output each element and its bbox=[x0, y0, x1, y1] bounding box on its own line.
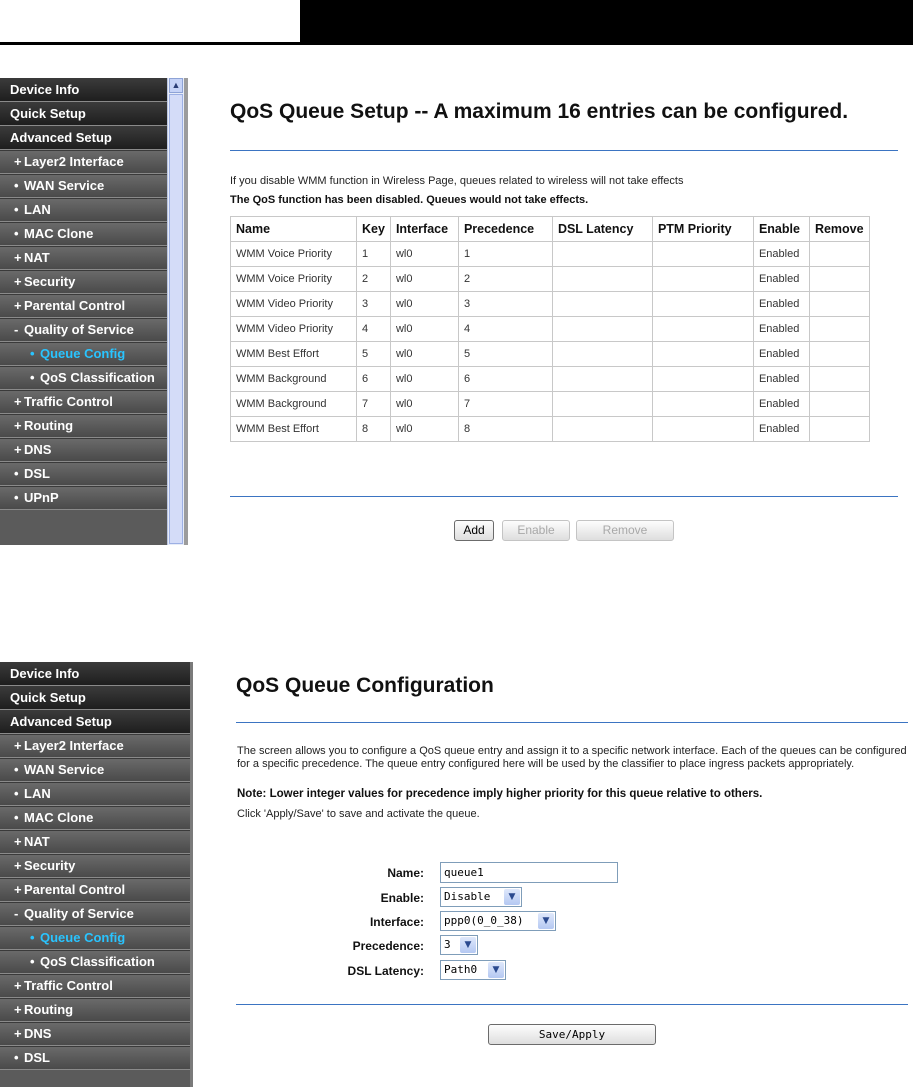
interface-select[interactable] bbox=[440, 911, 556, 931]
sidebar-item-label: Advanced Setup bbox=[10, 714, 112, 729]
description-text: The screen allows you to configure a QoS queue entry and assign it to a specific network interface. Each of the queues can be configured for a specific precedence. The queue entry configured here will be used by the classifier to place ingress packets appropriately. bbox=[237, 745, 907, 770]
menu-marker-icon: • bbox=[30, 930, 35, 945]
sidebar-item-label: DNS bbox=[24, 1026, 52, 1041]
table-cell: Enabled bbox=[753, 292, 809, 317]
table-cell: 3 bbox=[357, 292, 391, 317]
sidebar-item-wan-service[interactable] bbox=[0, 758, 190, 782]
table-row bbox=[231, 342, 870, 367]
sidebar-item-label: Parental Control bbox=[24, 298, 126, 313]
document-header-bar bbox=[300, 0, 913, 42]
sidebar-item-traffic-control[interactable] bbox=[0, 974, 190, 998]
sidebar-item-layer2-interface[interactable] bbox=[0, 734, 190, 758]
sidebar-item-label: UPnP bbox=[24, 490, 59, 505]
sidebar-item-dsl[interactable] bbox=[0, 1046, 190, 1070]
sidebar-item-mac-clone[interactable] bbox=[0, 222, 167, 246]
sidebar-item-label: Device Info bbox=[10, 666, 80, 681]
table-cell: WMM Voice Priority bbox=[231, 267, 357, 292]
column-header: PTM Priority bbox=[652, 217, 753, 242]
menu-marker-icon: + bbox=[14, 442, 22, 457]
qos-queue-setup-screenshot bbox=[0, 78, 913, 545]
sidebar-item-label: DSL bbox=[24, 1050, 50, 1065]
remove-button[interactable]: Remove bbox=[576, 520, 674, 541]
sidebar-item-label: Queue Config bbox=[40, 346, 126, 361]
column-header: Interface bbox=[390, 217, 458, 242]
sidebar-item-label: Queue Config bbox=[40, 930, 126, 945]
sidebar-item-label: Advanced Setup bbox=[10, 130, 112, 145]
table-cell bbox=[552, 367, 652, 392]
table-row bbox=[231, 392, 870, 417]
table-cell: 8 bbox=[458, 417, 552, 442]
frame-divider bbox=[184, 78, 188, 545]
frame-divider bbox=[190, 662, 193, 1087]
table-cell: WMM Voice Priority bbox=[231, 242, 357, 267]
table-cell: 1 bbox=[357, 242, 391, 267]
table-header-row bbox=[231, 217, 870, 242]
sidebar-item-dns[interactable] bbox=[0, 438, 167, 462]
table-cell bbox=[652, 392, 753, 417]
sidebar-item-label: Layer2 Interface bbox=[24, 154, 124, 169]
sidebar-item-label: Quick Setup bbox=[10, 690, 86, 705]
table-cell: wl0 bbox=[390, 317, 458, 342]
menu-marker-icon: + bbox=[14, 250, 22, 265]
sidebar-item-traffic-control[interactable] bbox=[0, 390, 167, 414]
table-cell: wl0 bbox=[390, 392, 458, 417]
table-row bbox=[231, 292, 870, 317]
table-cell bbox=[809, 417, 869, 442]
sidebar-item-nat[interactable] bbox=[0, 830, 190, 854]
table-cell: Enabled bbox=[753, 367, 809, 392]
menu-marker-icon: + bbox=[14, 834, 22, 849]
menu-marker-icon: + bbox=[14, 418, 22, 433]
sidebar-item-label: NAT bbox=[24, 250, 50, 265]
chevron-down-icon[interactable]: ▼ bbox=[460, 937, 476, 953]
sidebar-item-queue-config[interactable] bbox=[0, 342, 167, 366]
table-cell: 4 bbox=[357, 317, 391, 342]
sidebar-item-quick-setup[interactable] bbox=[0, 686, 190, 710]
sidebar-item-label: Layer2 Interface bbox=[24, 738, 124, 753]
sidebar-item-quick-setup[interactable] bbox=[0, 102, 167, 126]
table-cell bbox=[652, 417, 753, 442]
menu-marker-icon: • bbox=[30, 954, 35, 969]
sidebar-item-label: MAC Clone bbox=[24, 226, 94, 241]
table-cell bbox=[552, 392, 652, 417]
menu-marker-icon: + bbox=[14, 154, 22, 169]
sidebar-item-advanced-setup[interactable] bbox=[0, 710, 190, 734]
sidebar-item-quality-of-service[interactable] bbox=[0, 902, 190, 926]
table-cell: wl0 bbox=[390, 292, 458, 317]
menu-marker-icon: - bbox=[14, 906, 19, 921]
interface-select-value: ppp0(0_0_38) bbox=[444, 914, 524, 927]
precedence-note: Note: Lower integer values for precedence imply higher priority for this queue relative to others. bbox=[237, 788, 763, 800]
menu-marker-icon: • bbox=[14, 786, 19, 801]
sidebar-item-routing[interactable] bbox=[0, 414, 167, 438]
menu-marker-icon: • bbox=[14, 490, 19, 505]
precedence-select-value: 3 bbox=[444, 938, 451, 951]
table-cell: 2 bbox=[458, 267, 552, 292]
name-input[interactable]: queue1 bbox=[440, 862, 618, 883]
table-cell bbox=[652, 317, 753, 342]
sidebar-item-label: NAT bbox=[24, 834, 50, 849]
sidebar-item-label: Routing bbox=[24, 418, 74, 433]
table-cell bbox=[652, 242, 753, 267]
dsl-latency-label: DSL Latency: bbox=[347, 964, 424, 978]
table-cell: Enabled bbox=[753, 417, 809, 442]
menu-marker-icon: + bbox=[14, 1002, 22, 1017]
table-cell: 5 bbox=[357, 342, 391, 367]
queue-table-body bbox=[231, 242, 870, 442]
sidebar-item-label: Security bbox=[24, 274, 76, 289]
enable-button[interactable]: Enable bbox=[502, 520, 570, 541]
menu-marker-icon: • bbox=[14, 226, 19, 241]
menu-marker-icon: • bbox=[14, 178, 19, 193]
chevron-down-icon[interactable]: ▼ bbox=[538, 913, 554, 929]
menu-marker-icon: + bbox=[14, 298, 22, 313]
menu-marker-icon: + bbox=[14, 1026, 22, 1041]
sidebar-item-security[interactable] bbox=[0, 854, 190, 878]
menu-marker-icon: + bbox=[14, 738, 22, 753]
title-divider bbox=[236, 722, 908, 723]
table-cell bbox=[552, 342, 652, 367]
table-cell: Enabled bbox=[753, 392, 809, 417]
queue-table bbox=[230, 216, 870, 442]
menu-marker-icon: • bbox=[14, 810, 19, 825]
dsl-latency-select[interactable] bbox=[440, 960, 506, 980]
sidebar-item-label: Device Info bbox=[10, 82, 80, 97]
sidebar-item-parental-control[interactable] bbox=[0, 878, 190, 902]
table-row bbox=[231, 242, 870, 267]
table-row bbox=[231, 367, 870, 392]
sidebar-item-label: Quality of Service bbox=[24, 906, 134, 921]
table-cell: 2 bbox=[357, 267, 391, 292]
table-row bbox=[231, 317, 870, 342]
interface-label: Interface: bbox=[369, 915, 424, 929]
table-cell: 1 bbox=[458, 242, 552, 267]
precedence-label: Precedence: bbox=[352, 939, 424, 953]
enable-select[interactable] bbox=[440, 887, 522, 907]
table-cell bbox=[552, 292, 652, 317]
menu-marker-icon: • bbox=[30, 346, 35, 361]
column-header: Precedence bbox=[458, 217, 552, 242]
table-cell: WMM Best Effort bbox=[231, 342, 357, 367]
table-cell: Enabled bbox=[753, 267, 809, 292]
page-title: QoS Queue Setup -- A maximum 16 entries can be configured. bbox=[230, 100, 849, 123]
table-cell bbox=[552, 317, 652, 342]
table-cell: WMM Best Effort bbox=[231, 417, 357, 442]
chevron-down-icon[interactable]: ▼ bbox=[488, 962, 504, 978]
table-cell bbox=[552, 242, 652, 267]
menu-marker-icon: • bbox=[30, 370, 35, 385]
table-cell: Enabled bbox=[753, 342, 809, 367]
menu-marker-icon: + bbox=[14, 978, 22, 993]
document-header-rule bbox=[0, 42, 913, 45]
column-header: Key bbox=[357, 217, 391, 242]
table-cell: WMM Background bbox=[231, 367, 357, 392]
sidebar-item-device-info[interactable] bbox=[0, 662, 190, 686]
sidebar-item-label: Parental Control bbox=[24, 882, 126, 897]
menu-marker-icon: + bbox=[14, 882, 22, 897]
table-cell: 4 bbox=[458, 317, 552, 342]
menu-marker-icon: + bbox=[14, 394, 22, 409]
bottom-divider bbox=[230, 496, 898, 497]
menu-list bbox=[0, 78, 167, 510]
table-cell bbox=[809, 267, 869, 292]
table-cell: 6 bbox=[357, 367, 391, 392]
table-row bbox=[231, 267, 870, 292]
table-cell: wl0 bbox=[390, 342, 458, 367]
table-cell: 3 bbox=[458, 292, 552, 317]
table-cell bbox=[552, 267, 652, 292]
table-cell: 6 bbox=[458, 367, 552, 392]
sidebar-item-dns[interactable] bbox=[0, 1022, 190, 1046]
table-cell bbox=[652, 292, 753, 317]
column-header: DSL Latency bbox=[552, 217, 652, 242]
sidebar-item-qos-classification[interactable] bbox=[0, 950, 190, 974]
sidebar-item-quality-of-service[interactable] bbox=[0, 318, 167, 342]
table-cell bbox=[552, 417, 652, 442]
table-cell: WMM Video Priority bbox=[231, 317, 357, 342]
chevron-down-icon[interactable]: ▼ bbox=[504, 889, 520, 905]
add-button[interactable]: Add bbox=[454, 520, 494, 541]
table-cell bbox=[809, 242, 869, 267]
menu-marker-icon: • bbox=[14, 1050, 19, 1065]
sidebar-item-layer2-interface[interactable] bbox=[0, 150, 167, 174]
sidebar-item-label: WAN Service bbox=[24, 178, 105, 193]
table-cell: 7 bbox=[357, 392, 391, 417]
apply-instruction: Click 'Apply/Save' to save and activate the queue. bbox=[237, 808, 480, 820]
sidebar-item-label: Quick Setup bbox=[10, 106, 86, 121]
qos-queue-configuration-screenshot bbox=[0, 662, 913, 1087]
table-cell bbox=[809, 292, 869, 317]
table-cell: 5 bbox=[458, 342, 552, 367]
sidebar-item-label: Routing bbox=[24, 1002, 74, 1017]
menu-marker-icon: • bbox=[14, 762, 19, 777]
sidebar-item-advanced-setup[interactable] bbox=[0, 126, 167, 150]
wireless-note: If you disable WMM function in Wireless Page, queues related to wireless will not take effects bbox=[230, 175, 684, 187]
sidebar-item-label: MAC Clone bbox=[24, 810, 94, 825]
sidebar-item-dsl[interactable] bbox=[0, 462, 167, 486]
table-cell bbox=[809, 392, 869, 417]
sidebar-menu bbox=[0, 662, 190, 1087]
sidebar-item-nat[interactable] bbox=[0, 246, 167, 270]
table-cell bbox=[809, 342, 869, 367]
table-cell: wl0 bbox=[390, 267, 458, 292]
sidebar-item-label: Traffic Control bbox=[24, 394, 113, 409]
table-cell bbox=[652, 342, 753, 367]
save-apply-button[interactable]: Save/Apply bbox=[488, 1024, 656, 1045]
column-header: Remove bbox=[809, 217, 869, 242]
sidebar-item-lan[interactable] bbox=[0, 782, 190, 806]
sidebar-item-queue-config[interactable] bbox=[0, 926, 190, 950]
sidebar-item-label: Security bbox=[24, 858, 76, 873]
sidebar-item-label: DNS bbox=[24, 442, 52, 457]
sidebar-item-wan-service[interactable] bbox=[0, 174, 167, 198]
table-cell: 7 bbox=[458, 392, 552, 417]
table-cell: WMM Video Priority bbox=[231, 292, 357, 317]
enable-label: Enable: bbox=[380, 891, 424, 905]
sidebar-item-label: Traffic Control bbox=[24, 978, 113, 993]
menu-marker-icon: + bbox=[14, 858, 22, 873]
table-cell: Enabled bbox=[753, 242, 809, 267]
sidebar-item-parental-control[interactable] bbox=[0, 294, 167, 318]
title-divider bbox=[230, 150, 898, 151]
sidebar-menu bbox=[0, 78, 167, 545]
sidebar-scrollbar[interactable] bbox=[167, 78, 184, 545]
table-cell: WMM Background bbox=[231, 392, 357, 417]
sidebar-item-label: QoS Classification bbox=[40, 954, 155, 969]
menu-marker-icon: + bbox=[14, 274, 22, 289]
table-cell bbox=[809, 317, 869, 342]
scroll-up-icon[interactable]: ▲ bbox=[169, 78, 183, 93]
menu-marker-icon: • bbox=[14, 202, 19, 217]
table-cell bbox=[809, 367, 869, 392]
sidebar-item-label: QoS Classification bbox=[40, 370, 155, 385]
table-cell: wl0 bbox=[390, 417, 458, 442]
sidebar-item-label: DSL bbox=[24, 466, 50, 481]
precedence-select[interactable] bbox=[440, 935, 478, 955]
table-cell: Enabled bbox=[753, 317, 809, 342]
table-cell: wl0 bbox=[390, 367, 458, 392]
sidebar-item-upnp[interactable] bbox=[0, 486, 167, 510]
menu-list bbox=[0, 662, 190, 1070]
column-header: Name bbox=[231, 217, 357, 242]
sidebar-item-device-info[interactable] bbox=[0, 78, 167, 102]
table-cell bbox=[652, 267, 753, 292]
table-row bbox=[231, 417, 870, 442]
dsl-latency-select-value: Path0 bbox=[444, 963, 478, 976]
sidebar-item-security[interactable] bbox=[0, 270, 167, 294]
menu-marker-icon: • bbox=[14, 466, 19, 481]
sidebar-item-label: LAN bbox=[24, 202, 51, 217]
bottom-divider bbox=[236, 1004, 908, 1005]
sidebar-item-label: LAN bbox=[24, 786, 51, 801]
menu-marker-icon: - bbox=[14, 322, 19, 337]
name-label: Name: bbox=[387, 866, 424, 880]
sidebar-item-lan[interactable] bbox=[0, 198, 167, 222]
page-title: QoS Queue Configuration bbox=[236, 674, 494, 697]
qos-disabled-note: The QoS function has been disabled. Queues would not take effects. bbox=[230, 194, 589, 206]
sidebar-item-qos-classification[interactable] bbox=[0, 366, 167, 390]
sidebar-item-routing[interactable] bbox=[0, 998, 190, 1022]
enable-select-value: Disable bbox=[444, 890, 491, 903]
sidebar-item-mac-clone[interactable] bbox=[0, 806, 190, 830]
table-cell: wl0 bbox=[390, 242, 458, 267]
sidebar-item-label: Quality of Service bbox=[24, 322, 134, 337]
table-cell: 8 bbox=[357, 417, 391, 442]
scroll-thumb[interactable] bbox=[169, 94, 183, 544]
sidebar-item-label: WAN Service bbox=[24, 762, 105, 777]
table-cell bbox=[652, 367, 753, 392]
column-header: Enable bbox=[753, 217, 809, 242]
